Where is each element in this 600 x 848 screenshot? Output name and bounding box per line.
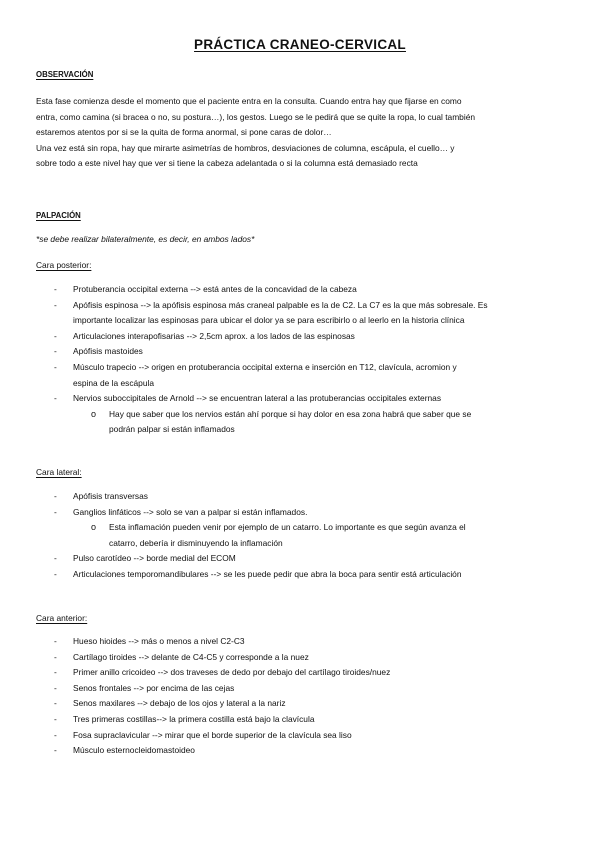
- observacion-paragraph: Esta fase comienza desde el momento que el paciente entra en la consulta. Cuando entra hay que fijarse en como entra, como camina (si bracea o no, su postura…), los gestos. Luego se le pedirá que se quite la ropa, lo cual también estaremos atentos por si se la quita de forma anormal, si pone caras de dolor… Una vez está sin ropa, hay que mirarte asimetrías de hombros, desviaciones de columna, escápula, el cuello… y sobre todo a este nivel hay que ver si tiene la cabeza adelantada o si la columna está demasiado recta: [36, 96, 476, 169]
- document-title: PRÁCTICA CRANEO-CERVICAL: [194, 37, 406, 52]
- list-item: - Hueso hioides --> más o menos a nivel C2-C3: [54, 636, 245, 646]
- anterior-list: [36, 634, 566, 759]
- observacion-heading: OBSERVACIÓN: [36, 70, 94, 79]
- list-item: - Senos maxilares --> debajo de los ojos y lateral a la nariz: [54, 698, 286, 709]
- list-item: - Apófisis mastoides: [54, 346, 143, 357]
- posterior-list: [36, 282, 566, 438]
- palpacion-note: *se debe realizar bilateralmente, es decir, en ambos lados*: [36, 234, 255, 244]
- list-item: - Ganglios linfáticos --> solo se van a palpar si están inflamados.: [54, 506, 308, 517]
- posterior-heading: Cara posterior:: [36, 260, 92, 270]
- sub-list-item: o Hay que saber que los nervios están ahí porque si hay dolor en esa zona habrá que saber que se podrán palpar si están inflamados: [91, 408, 472, 435]
- list-item: - Protuberancia occipital externa --> está antes de la concavidad de la cabeza: [54, 284, 357, 294]
- list-item: - Articulaciones interapofisarias --> 2,5cm aprox. a los lados de las espinosas: [54, 330, 355, 341]
- anterior-heading: Cara anterior:: [36, 613, 88, 623]
- list-item: - Músculo esternocleidomastoideo: [54, 745, 195, 756]
- lateral-list: [36, 489, 566, 583]
- sub-list-item: o Esta inflamación pueden venir por ejemplo de un catarro. Lo importante es que según avanza el catarro, debería ir disminuyendo la inflamación: [91, 522, 466, 548]
- list-item: - Apófisis transversas: [54, 491, 148, 501]
- list-item: - Primer anillo cricoideo --> dos traveses de dedo por debajo del cartílago tiroides/nuez: [54, 667, 391, 678]
- list-item: - Músculo trapecio --> origen en protuberancia occipital externa e inserción en T12, clavícula, acromion y espina de la escápula: [54, 361, 457, 388]
- list-item: - Tres primeras costillas--> la primera costilla está bajo la clavícula: [54, 713, 315, 724]
- list-item: - Fosa supraclavicular --> mirar que el borde superior de la clavícula sea liso: [54, 729, 352, 740]
- palpacion-heading: PALPACIÓN: [36, 211, 81, 220]
- list-item: - Senos frontales --> por encima de las cejas: [54, 682, 235, 693]
- list-item: - Articulaciones temporomandibulares --> se les puede pedir que abra la boca para sentir está articulación: [54, 568, 462, 579]
- list-item: - Pulso carotídeo --> borde medial del ECOM: [54, 553, 236, 564]
- lateral-heading: Cara lateral:: [36, 467, 82, 477]
- list-item: - Cartílago tiroides --> delante de C4-C5 y corresponde a la nuez: [54, 651, 309, 662]
- list-item: - Nervios suboccipitales de Arnold --> se encuentran lateral a las protuberancias occipitales externas: [54, 393, 442, 404]
- list-item: - Apófisis espinosa --> la apófisis espinosa más craneal palpable es la de C2. La C7 es la que más sobresale. Es importante localizar las espinosas para ubicar el dolor ya se para escribirlo o al leerlo en la historia clínica: [54, 299, 488, 326]
